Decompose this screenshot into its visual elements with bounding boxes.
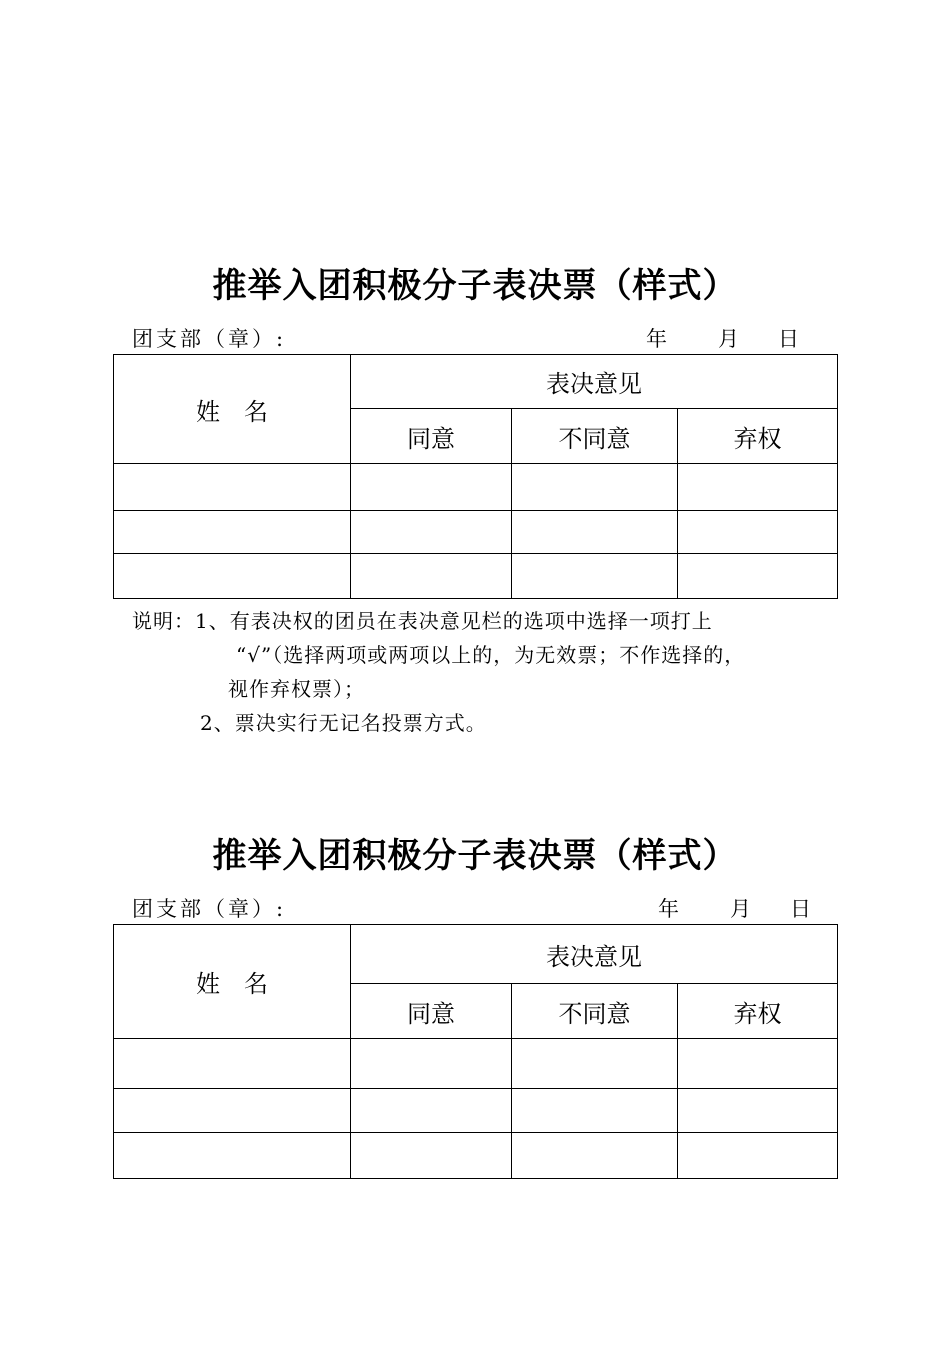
ballot-1-branch-label: 团支部（章）:: [132, 327, 287, 351]
disagree-cell[interactable]: [512, 464, 678, 511]
instructions: [132, 604, 745, 740]
name-cell[interactable]: [114, 464, 351, 511]
disagree-cell[interactable]: [512, 511, 678, 554]
ballot-2-date: [0, 893, 950, 919]
table-row: [114, 1039, 838, 1089]
date-month: 月: [718, 327, 739, 351]
ballot-2-table: [113, 924, 838, 1179]
option-agree: 同意: [351, 984, 512, 1039]
agree-cell[interactable]: [351, 1089, 512, 1133]
table-row: [114, 464, 838, 511]
abstain-cell[interactable]: [678, 464, 838, 511]
agree-cell[interactable]: [351, 511, 512, 554]
name-header: 姓 名: [114, 925, 351, 1039]
date-day: 日: [790, 897, 811, 921]
opinion-header: 表决意见: [351, 925, 838, 984]
ballot-2-title: 推举入团积极分子表决票（样式）: [212, 836, 738, 876]
option-abstain: 弃权: [678, 409, 838, 464]
abstain-cell[interactable]: [678, 1089, 838, 1133]
ballot-1-table: [113, 354, 838, 599]
note-line-2: “√”（选择两项或两项以上的，为无效票；不作选择的，: [236, 643, 746, 667]
agree-cell[interactable]: [351, 464, 512, 511]
ballot-1-date: [0, 323, 950, 349]
disagree-cell[interactable]: [512, 554, 678, 599]
disagree-cell[interactable]: [512, 1089, 678, 1133]
agree-cell[interactable]: [351, 1039, 512, 1089]
name-cell[interactable]: [114, 1039, 351, 1089]
date-day: 日: [778, 327, 799, 351]
name-header: 姓 名: [114, 355, 351, 464]
date-year: 年: [646, 327, 667, 351]
opinion-header: 表决意见: [351, 355, 838, 409]
table-row: [114, 511, 838, 554]
name-cell[interactable]: [114, 1133, 351, 1179]
ballot-2-branch-label: 团支部（章）:: [132, 897, 287, 921]
name-cell[interactable]: [114, 511, 351, 554]
note-line-4: 2、票决实行无记名投票方式。: [200, 711, 487, 735]
option-disagree: 不同意: [512, 984, 678, 1039]
ballot-1-title: 推举入团积极分子表决票（样式）: [212, 266, 738, 306]
note-line-1: 说明：1、有表决权的团员在表决意见栏的选项中选择一项打上: [132, 609, 713, 633]
agree-cell[interactable]: [351, 1133, 512, 1179]
abstain-cell[interactable]: [678, 511, 838, 554]
table-row: [114, 1133, 838, 1179]
abstain-cell[interactable]: [678, 1039, 838, 1089]
table-row: [114, 1089, 838, 1133]
name-cell[interactable]: [114, 1089, 351, 1133]
table-row: [114, 554, 838, 599]
date-month: 月: [730, 897, 751, 921]
disagree-cell[interactable]: [512, 1133, 678, 1179]
abstain-cell[interactable]: [678, 554, 838, 599]
date-year: 年: [658, 897, 679, 921]
option-abstain: 弃权: [678, 984, 838, 1039]
disagree-cell[interactable]: [512, 1039, 678, 1089]
abstain-cell[interactable]: [678, 1133, 838, 1179]
option-agree: 同意: [351, 409, 512, 464]
name-cell[interactable]: [114, 554, 351, 599]
note-line-3: 视作弃权票）；: [228, 677, 365, 701]
agree-cell[interactable]: [351, 554, 512, 599]
option-disagree: 不同意: [512, 409, 678, 464]
